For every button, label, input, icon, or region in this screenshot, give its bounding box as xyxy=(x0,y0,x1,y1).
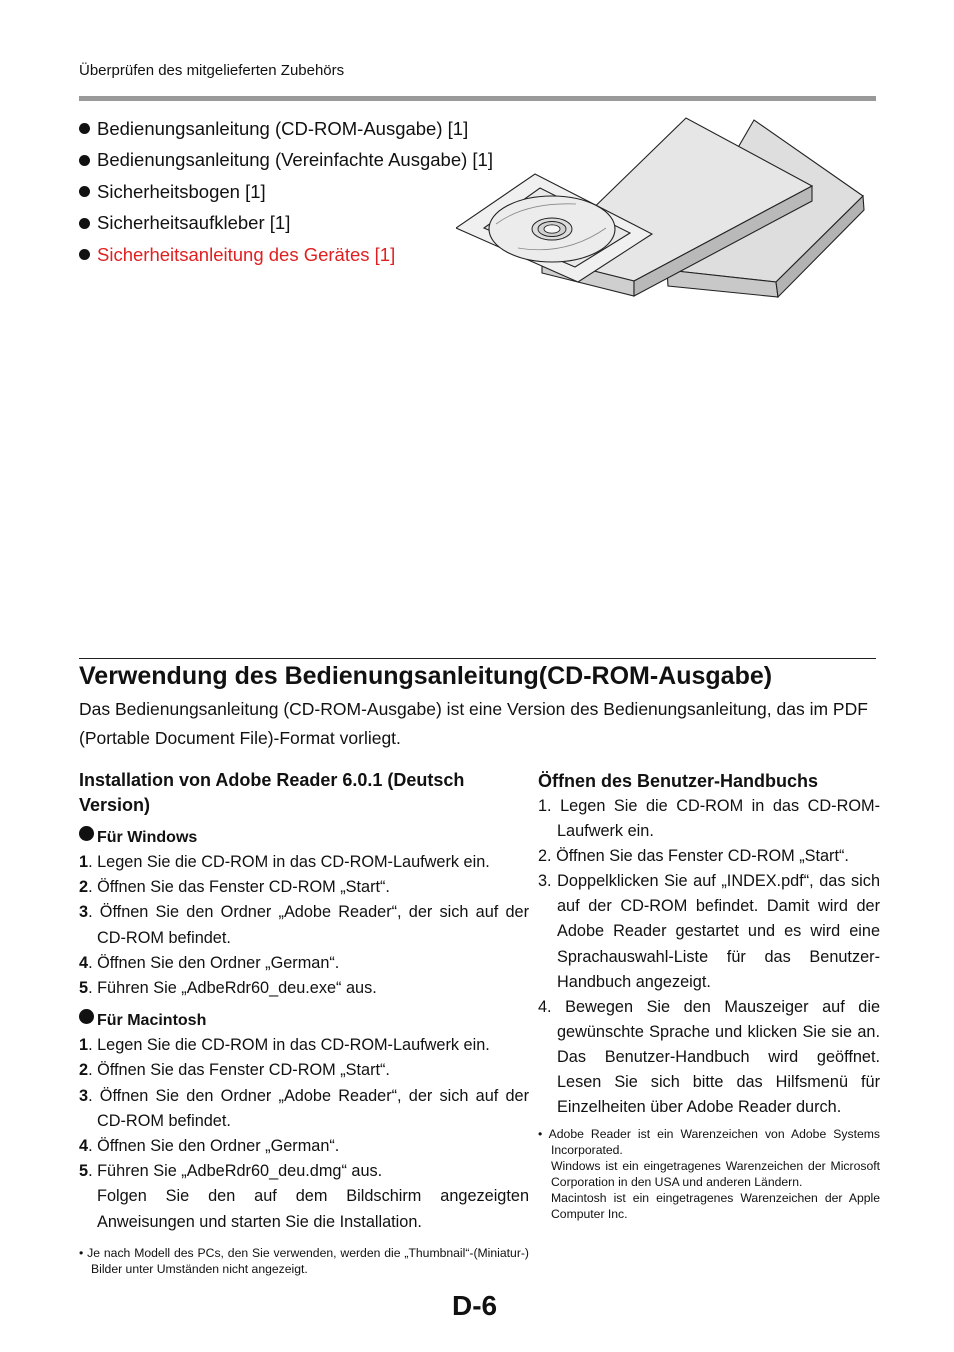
accessories-illustration xyxy=(456,116,880,302)
section-rule xyxy=(79,658,876,659)
step-number: 1 xyxy=(79,853,89,871)
bullet-icon xyxy=(79,186,90,197)
bullet-icon xyxy=(79,249,90,260)
list-item xyxy=(79,1159,529,1184)
open-manual-heading: Öffnen des Benutzer-Handbuchs xyxy=(538,771,819,791)
install-column xyxy=(79,768,529,1277)
step-text: . Öffnen Sie das Fenster CD-ROM „Start“. xyxy=(88,1061,390,1080)
step-number: 3 xyxy=(79,903,89,922)
step-number: 2 xyxy=(79,878,89,897)
step-text: . Öffnen Sie den Ordner „German“. xyxy=(88,1137,340,1156)
list-item xyxy=(79,1084,529,1134)
bullet-icon xyxy=(79,218,90,229)
step-number: 2 xyxy=(79,1061,89,1080)
step-text: . Führen Sie „AdbeRdr60_deu.exe“ aus. xyxy=(88,979,377,998)
list-item xyxy=(79,1134,529,1159)
list-item xyxy=(79,1184,529,1234)
windows-heading xyxy=(79,826,529,850)
trademark-note: • Adobe Reader ist ein Warenzeichen von Adobe Systems Incorporated. xyxy=(538,1127,880,1158)
list-item xyxy=(79,850,529,875)
accessories-list xyxy=(79,113,493,271)
accessory-item xyxy=(79,239,493,271)
step-number: 4 xyxy=(79,953,89,972)
step-text: . Öffnen Sie das Fenster CD-ROM „Start“. xyxy=(88,878,390,897)
cd-rom-disc-illustration xyxy=(489,196,615,262)
accessory-label: Bedienungsanleitung (CD-ROM-Ausgabe) [1] xyxy=(97,117,469,139)
step-text: . Legen Sie die CD-ROM in das CD-ROM-Laufwerk ein. xyxy=(88,853,490,871)
bullet-icon xyxy=(79,1009,94,1024)
list-item xyxy=(79,1033,529,1058)
open-manual-steps xyxy=(538,794,880,1120)
list-item xyxy=(79,951,529,976)
macintosh-heading xyxy=(79,1009,529,1033)
accessory-label: Sicherheitsbogen [1] xyxy=(97,180,266,202)
trademark-notes xyxy=(538,1126,880,1222)
macintosh-heading-label: Für Macintosh xyxy=(97,1012,207,1030)
accessory-item xyxy=(79,113,493,145)
list-item: 1. Legen Sie die CD-ROM in das CD-ROM-Laufwerk ein. xyxy=(538,797,880,841)
section-title: Verwendung des Bedienungsanleitung(CD-ROM-Ausgabe) xyxy=(79,662,773,690)
step-text: . Öffnen Sie den Ordner „Adobe Reader“, der sich auf der CD-ROM befindet. xyxy=(88,903,529,947)
section-intro: Das Bedienungsanleitung (CD-ROM-Ausgabe) ist eine Version des Bedienungsanleitung, das im PDF (Portable Document File)-Format vorliegt. xyxy=(79,699,868,748)
thumbnail-note: • Je nach Modell des PCs, den Sie verwenden, werden die „Thumbnail“-(Miniatur-) Bilder unter Umständen nicht angezeigt. xyxy=(79,1245,529,1276)
header-rule xyxy=(79,96,876,101)
step-text: . Öffnen Sie den Ordner „Adobe Reader“, der sich auf der CD-ROM befindet. xyxy=(88,1086,529,1130)
list-item: 2. Öffnen Sie das Fenster CD-ROM „Start“. xyxy=(538,847,849,866)
accessory-label: Sicherheitsaufkleber [1] xyxy=(97,212,291,234)
accessory-label: Bedienungsanleitung (Vereinfachte Ausgabe) [1] xyxy=(97,149,493,171)
trademark-note: Windows ist ein eingetragenes Warenzeichen der Microsoft Corporation in den USA und anderen Ländern. xyxy=(551,1159,880,1190)
bullet-icon xyxy=(79,123,90,134)
step-number: 5 xyxy=(79,979,89,998)
list-item xyxy=(79,900,529,950)
trademark-note: Macintosh ist ein eingetragenes Warenzeichen der Apple Computer Inc. xyxy=(551,1191,880,1222)
list-item: 4. Bewegen Sie den Mauszeiger auf die gewünschte Sprache und klicken Sie sie an. Das Benutzer-Handbuch wird geöffnet. Lesen Sie sich bitte das Hilfsmenü für Einzelheiten über Adobe Reader durch. xyxy=(538,997,880,1117)
bullet-icon xyxy=(79,155,90,166)
step-number: 1 xyxy=(79,1036,89,1055)
list-item xyxy=(79,976,529,1001)
step-text: . Führen Sie „AdbeRdr60_deu.dmg“ aus. xyxy=(88,1162,383,1181)
running-header: Überprüfen des mitgelieferten Zubehörs xyxy=(79,62,345,79)
install-heading: Installation von Adobe Reader 6.0.1 (Deutsch Version) xyxy=(79,770,465,815)
accessory-item xyxy=(79,208,493,240)
accessory-label: Sicherheitsanleitung des Gerätes [1] xyxy=(97,243,396,265)
step-text: . Öffnen Sie den Ordner „German“. xyxy=(88,953,340,972)
windows-heading-label: Für Windows xyxy=(97,829,198,846)
step-text: . Legen Sie die CD-ROM in das CD-ROM-Laufwerk ein. xyxy=(88,1036,490,1055)
accessory-item xyxy=(79,145,493,177)
accessory-item xyxy=(79,176,493,208)
macintosh-steps xyxy=(79,1033,529,1235)
windows-steps xyxy=(79,850,529,1001)
step-number: 4 xyxy=(79,1137,89,1156)
page-number: D-6 xyxy=(452,1290,498,1321)
list-item xyxy=(79,1058,529,1083)
open-manual-column xyxy=(538,768,880,1222)
step-followup-text: Folgen Sie den auf dem Bildschirm angezeigten Anweisungen und starten Sie die Installation. xyxy=(97,1187,529,1231)
list-item xyxy=(79,875,529,900)
step-number: 3 xyxy=(79,1086,89,1105)
bullet-icon xyxy=(79,826,94,841)
step-number: 5 xyxy=(79,1162,89,1181)
list-item: 3. Doppelklicken Sie auf „INDEX.pdf“, das sich auf der CD-ROM befindet. Damit wird der Adobe Reader gestartet und es wird eine Sprachauswahl-Liste für das Benutzer-Handbuch angezeigt. xyxy=(538,872,880,991)
